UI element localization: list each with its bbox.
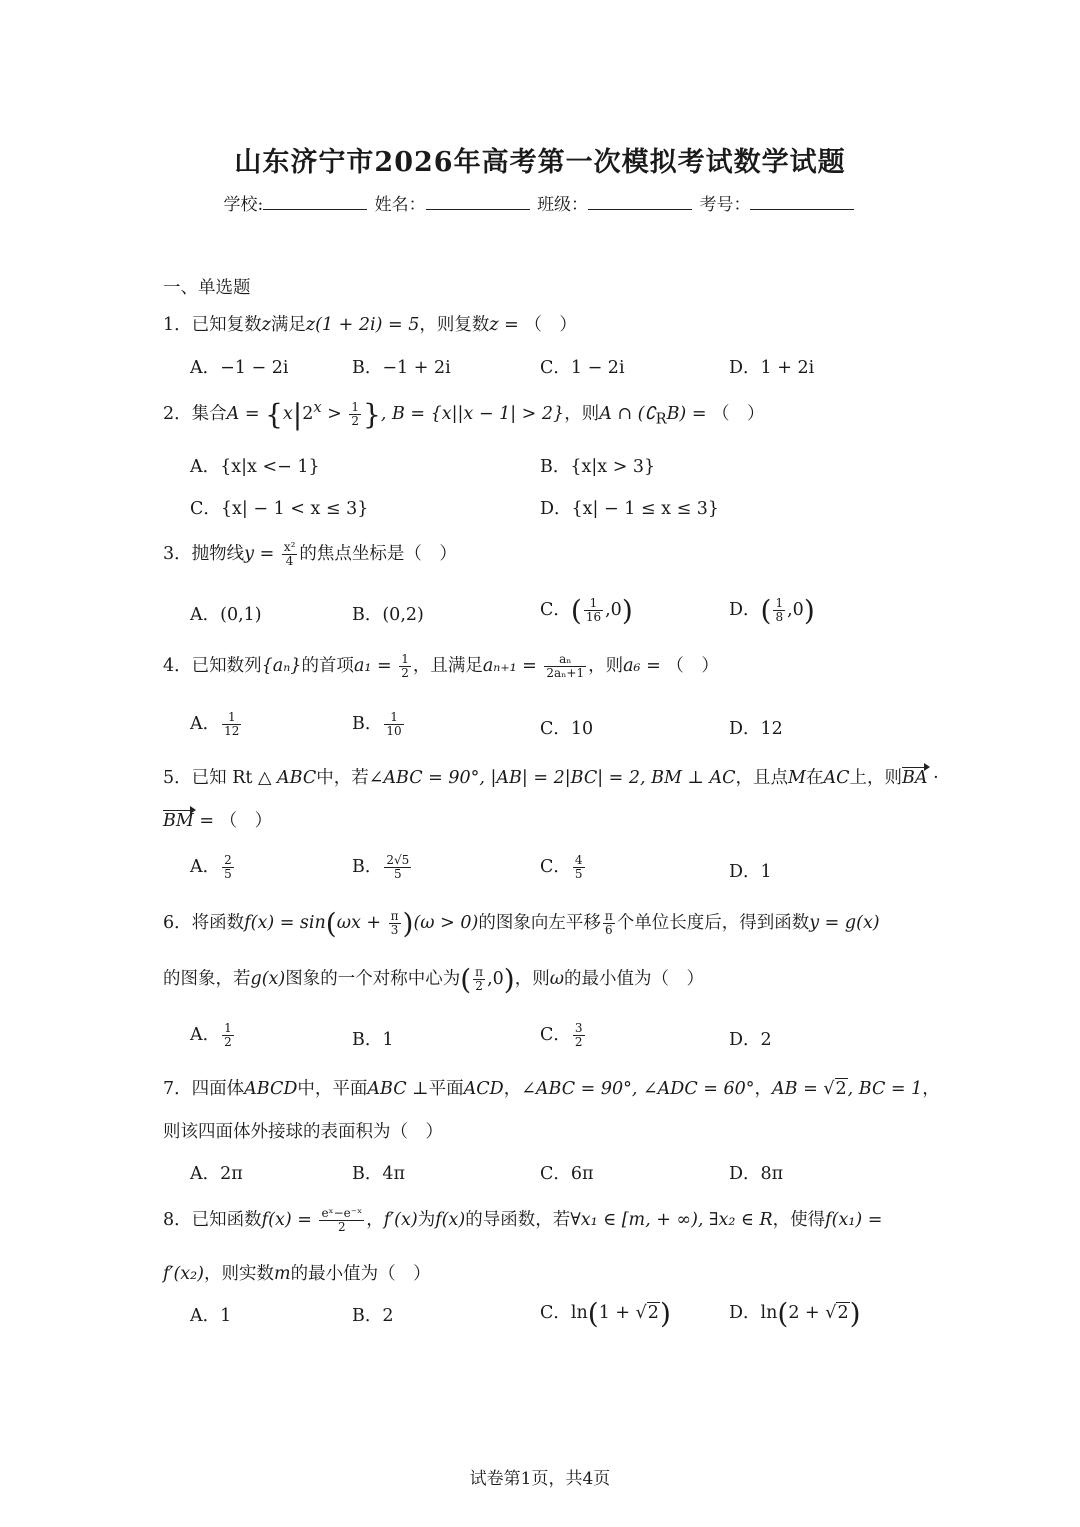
answer-paren: （ ） bbox=[404, 544, 457, 564]
math: B) = bbox=[666, 404, 713, 424]
answer-paren: （ ） bbox=[651, 969, 704, 989]
option-d[interactable]: D．2 bbox=[729, 1030, 772, 1050]
option-c[interactable]: C．{x| − 1 < x ≤ 3} bbox=[190, 499, 369, 519]
question-8-line-2 bbox=[163, 1260, 431, 1285]
school-label: 学校: bbox=[223, 195, 264, 215]
math: ABCD bbox=[244, 1079, 298, 1099]
math: a₆ = bbox=[623, 656, 667, 676]
question-3 bbox=[163, 540, 457, 568]
option-d[interactable]: D．1 bbox=[729, 862, 772, 882]
question-text: ，则复数 bbox=[419, 315, 490, 335]
question-text: ，使得 bbox=[772, 1210, 826, 1230]
question-text: 中，若 bbox=[316, 768, 369, 788]
answer-paren: （ ） bbox=[219, 811, 273, 831]
question-text: ，且点 bbox=[735, 768, 789, 788]
question-text: 的首项 bbox=[301, 656, 354, 676]
option-b[interactable]: B．1 bbox=[352, 1030, 394, 1050]
question-number: 3． bbox=[163, 544, 192, 564]
bar: | bbox=[292, 398, 303, 431]
math: , BC = 1 bbox=[847, 1079, 923, 1099]
question-number: 2． bbox=[163, 404, 192, 424]
question-text: 的导函数，若 bbox=[465, 1210, 571, 1230]
question-text: 已知 Rt △ bbox=[191, 768, 277, 788]
question-text: 中，平面 bbox=[297, 1079, 368, 1099]
option-d[interactable]: D．ln(2 + √2) bbox=[729, 1297, 861, 1330]
question-5 bbox=[163, 764, 939, 789]
question-8 bbox=[163, 1206, 882, 1234]
question-1 bbox=[163, 311, 577, 336]
question-text: 集合 bbox=[191, 404, 227, 424]
math: 2 bbox=[835, 1079, 847, 1099]
math: f′(x₂) bbox=[163, 1264, 204, 1284]
question-2 bbox=[163, 398, 765, 431]
option-a[interactable]: A．(0,1) bbox=[190, 605, 262, 625]
fraction: $\frac{\text{aₙ}}{\text{2aₙ+1}}$ bbox=[546, 652, 585, 680]
math: ABC bbox=[367, 1079, 407, 1099]
question-number: 8． bbox=[163, 1210, 192, 1230]
fraction: $\frac{1}{2}$ bbox=[401, 652, 409, 680]
question-text: 四面体 bbox=[191, 1079, 245, 1099]
option-a[interactable]: A． $\frac{1}{2}$ bbox=[190, 1021, 232, 1049]
option-c[interactable]: C．6π bbox=[540, 1164, 594, 1184]
option-a[interactable]: A． $\frac{2}{5}$ bbox=[190, 853, 232, 881]
math: · bbox=[927, 768, 939, 788]
fraction: $\frac{1}{2}$ bbox=[351, 400, 360, 428]
question-text: ，则实数 bbox=[204, 1264, 274, 1284]
math: AB = bbox=[772, 1079, 824, 1099]
math: x bbox=[282, 404, 293, 424]
math: √ bbox=[823, 1079, 835, 1099]
option-d[interactable]: D．( $\frac{1}{8}$ ,0) bbox=[729, 594, 815, 627]
math: f(x) = sin bbox=[244, 913, 326, 933]
math: g(x) bbox=[250, 969, 286, 989]
question-number: 6． bbox=[163, 913, 192, 933]
option-d[interactable]: D．12 bbox=[729, 719, 783, 739]
option-c[interactable]: C．( $\frac{1}{16}$ ,0) bbox=[540, 594, 633, 627]
question-number: 1． bbox=[163, 315, 192, 335]
question-4 bbox=[163, 652, 719, 680]
option-b[interactable]: B．(0,2) bbox=[352, 605, 424, 625]
question-text: 则该四面体外接球的表面积为 bbox=[163, 1122, 391, 1142]
fraction: $\frac{\pi}{6}$ bbox=[604, 909, 613, 937]
option-c[interactable]: C．ln(1 + √2) bbox=[540, 1297, 671, 1330]
option-a[interactable]: A．2π bbox=[190, 1164, 243, 1184]
question-text: ， bbox=[922, 1079, 940, 1099]
math: , B = {x||x − 1| > 2} bbox=[380, 404, 565, 424]
brace: { bbox=[265, 398, 283, 431]
math: R bbox=[655, 410, 667, 428]
question-number: 5． bbox=[163, 768, 192, 788]
math: ∠ABC = 90°, |AB| = 2|BC| = 2, BM ⊥ AC bbox=[368, 768, 736, 788]
question-text: 将函数 bbox=[191, 913, 245, 933]
math: a₁ = bbox=[353, 656, 398, 676]
option-a[interactable]: A． $\frac{1}{12}$ bbox=[190, 710, 240, 738]
option-b[interactable]: B．{x|x > 3} bbox=[540, 457, 656, 477]
option-a[interactable]: A．1 bbox=[190, 1306, 232, 1326]
fraction: $\frac{\pi}{3}$ bbox=[390, 909, 399, 937]
question-text: 已知复数 bbox=[191, 315, 262, 335]
question-7 bbox=[163, 1075, 940, 1100]
section-title: 一、单选题 bbox=[163, 278, 251, 298]
option-b[interactable]: B．2 bbox=[352, 1306, 394, 1326]
exam-title: 山东济宁市2026年高考第一次模拟考试数学试题 bbox=[234, 147, 846, 178]
math: 2 bbox=[302, 404, 314, 424]
name-label: 姓名： bbox=[374, 195, 426, 215]
math: m bbox=[274, 1264, 291, 1284]
question-number: 4． bbox=[163, 656, 192, 676]
fraction: $\frac{\text{eˣ−e⁻ˣ}}{2}$ bbox=[321, 1206, 363, 1234]
question-text: 已知函数 bbox=[191, 1210, 262, 1230]
math: x bbox=[313, 399, 322, 417]
fraction: $\frac{\text{x²}}{4}$ bbox=[283, 540, 296, 568]
math: z = bbox=[489, 315, 525, 335]
question-text: ， bbox=[754, 1079, 773, 1099]
answer-paren: （ ） bbox=[712, 404, 765, 424]
math: f′(x) bbox=[383, 1210, 418, 1230]
math: A = bbox=[226, 404, 266, 424]
question-text: ， bbox=[503, 1079, 522, 1099]
math: y = g(x) bbox=[809, 913, 880, 933]
question-7-line-2 bbox=[163, 1118, 443, 1143]
question-text: ，则 bbox=[588, 656, 624, 676]
fraction: $\frac{\pi}{2}$ bbox=[475, 965, 484, 993]
class-blank[interactable] bbox=[588, 195, 692, 210]
option-d[interactable]: D．{x| − 1 ≤ x ≤ 3} bbox=[540, 499, 720, 519]
option-c[interactable]: C． $\frac{4}{5}$ bbox=[540, 853, 583, 881]
question-text: 图象的一个对称中心为 bbox=[285, 969, 461, 989]
math: ω bbox=[549, 969, 564, 989]
math: ∠ABC = 90°, ∠ADC = 60° bbox=[521, 1079, 755, 1099]
answer-paren: （ ） bbox=[378, 1264, 431, 1284]
math: f(x) = bbox=[261, 1210, 318, 1230]
math: > bbox=[321, 404, 348, 424]
question-number: 7． bbox=[163, 1079, 192, 1099]
option-a[interactable]: A．{x|x <− 1} bbox=[190, 457, 320, 477]
brace: } bbox=[363, 398, 381, 431]
question-6-line-2: 的图象，若g(x)图象的一个对称中心为( $\frac{\pi}{2}$ ,0)，则ω的最小值为（ ） bbox=[163, 963, 704, 996]
exam-number-blank[interactable] bbox=[750, 195, 854, 210]
vector: BA bbox=[902, 768, 928, 788]
name-blank[interactable] bbox=[426, 195, 530, 210]
school-blank[interactable] bbox=[263, 195, 367, 210]
question-text: 满足 bbox=[270, 315, 306, 335]
math: ACD bbox=[463, 1079, 504, 1099]
math: A ∩ (∁ bbox=[599, 404, 656, 424]
question-text: 抛物线 bbox=[191, 544, 245, 564]
class-label: 班级： bbox=[537, 195, 589, 215]
question-text: 的图象向左平移 bbox=[478, 913, 601, 933]
option-b[interactable]: B． $\frac{2√5}{5}$ bbox=[352, 853, 410, 881]
option-a[interactable]: A．−1 − 2i bbox=[190, 358, 289, 378]
question-text: 的图象，若 bbox=[163, 969, 251, 989]
math: (ω > 0) bbox=[413, 913, 479, 933]
math: z(1 + 2i) = 5 bbox=[305, 315, 420, 335]
question-text: ，则 bbox=[514, 969, 550, 989]
option-c[interactable]: C． $\frac{3}{2}$ bbox=[540, 1021, 583, 1049]
vector: BM bbox=[163, 811, 194, 831]
option-b[interactable]: B． $\frac{1}{10}$ bbox=[352, 710, 402, 738]
question-text: 上，则 bbox=[849, 768, 902, 788]
math: y = bbox=[244, 544, 280, 564]
question-text: ， bbox=[366, 1210, 384, 1230]
option-d[interactable]: D．8π bbox=[729, 1164, 784, 1184]
question-5-line-2 bbox=[163, 807, 272, 832]
option-c[interactable]: C．10 bbox=[540, 719, 594, 739]
math: ,0 bbox=[487, 969, 504, 989]
math: ABC bbox=[277, 768, 317, 788]
question-text: 已知数列 bbox=[191, 656, 262, 676]
exam-number-label: 考号： bbox=[699, 195, 751, 215]
math: {aₙ} bbox=[261, 656, 302, 676]
question-text: 为 bbox=[417, 1210, 436, 1230]
question-text: 的焦点坐标是 bbox=[299, 544, 405, 564]
page-footer: 试卷第1页，共4页 bbox=[469, 1469, 611, 1489]
option-b[interactable]: B．4π bbox=[352, 1164, 405, 1184]
math: AC bbox=[823, 768, 850, 788]
question-text: ，则 bbox=[564, 404, 600, 424]
question-text: ，且满足 bbox=[412, 656, 483, 676]
option-c[interactable]: C．1 − 2i bbox=[540, 358, 625, 378]
math: = bbox=[193, 811, 220, 831]
math: f(x₁) = bbox=[825, 1210, 883, 1230]
math: ∀x₁ ∈ [m, + ∞), ∃x₂ ∈ R bbox=[570, 1210, 773, 1230]
math: f(x) bbox=[435, 1210, 466, 1230]
question-text: ⊥平面 bbox=[406, 1079, 464, 1099]
answer-paren: （ ） bbox=[524, 315, 577, 335]
math: ωx + bbox=[336, 913, 387, 933]
option-d[interactable]: D．1 + 2i bbox=[729, 358, 815, 378]
question-text: 的最小值为 bbox=[290, 1264, 379, 1284]
option-b[interactable]: B．−1 + 2i bbox=[352, 358, 451, 378]
student-info-fields bbox=[0, 190, 1080, 215]
question-text: 个单位长度后，得到函数 bbox=[616, 913, 810, 933]
question-text: 在 bbox=[805, 768, 824, 788]
answer-paren: （ ） bbox=[666, 656, 719, 676]
math: M bbox=[788, 768, 806, 788]
math: aₙ₊₁ = bbox=[482, 656, 543, 676]
question-text: 的最小值为 bbox=[563, 969, 652, 989]
math: z bbox=[261, 315, 271, 335]
question-6: 6．将函数f(x) = sin(ωx + $\frac{\pi}{3}$ )(ω > 0)的图象向左平移 $\frac{\pi}{6}$ 个单位长度后，得到函数y = g(x) bbox=[163, 907, 880, 940]
answer-paren: （ ） bbox=[390, 1122, 443, 1142]
